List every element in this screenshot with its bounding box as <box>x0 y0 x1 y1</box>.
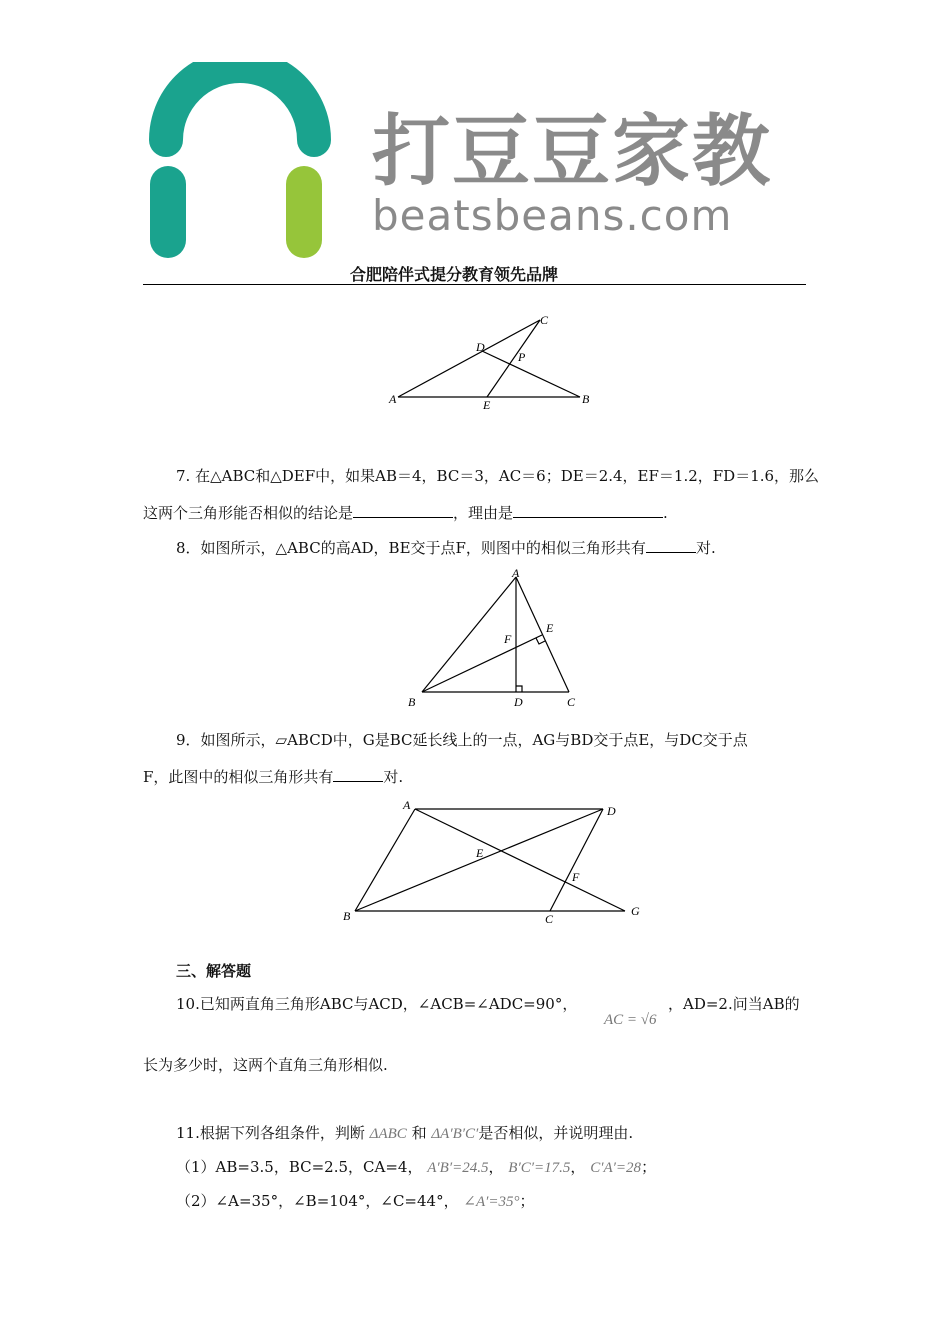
figure-q9 <box>335 795 655 930</box>
label-p: P <box>518 350 526 364</box>
label-e: E <box>476 846 484 860</box>
logo <box>140 62 340 262</box>
question-7-text-b: ，理由是 <box>453 504 514 522</box>
question-9-text-a: F，此图中的相似三角形共有 <box>143 768 334 786</box>
segment-ab <box>355 809 415 911</box>
question-11-text-a: 11.根据下列各组条件，判断 <box>176 1124 365 1142</box>
segment-ce <box>487 320 540 397</box>
question-7-line-1: 7. 在△ABC和△DEF中，如果AB＝4，BC＝3，AC＝6；DE＝2.4，EF＝1.2，FD＝1.6，那么 <box>176 467 820 485</box>
segment-db <box>482 351 580 397</box>
part-2-angle-a: ∠A′=35° <box>463 1194 520 1210</box>
section-title: 三、解答题 <box>176 962 252 980</box>
label-b: B <box>408 695 416 709</box>
header-rule <box>143 284 806 285</box>
diagonal-bd <box>355 809 603 911</box>
label-c: C <box>540 313 549 327</box>
label-e: E <box>546 621 554 635</box>
question-11-part-1: （1）AB=3.5，BC=2.5，CA=4， A′B′=24.5， B′C′=17.5， C′A′=28； <box>176 1158 657 1176</box>
question-8-line-1 <box>176 538 716 558</box>
label-b: B <box>343 909 351 923</box>
label-f: F <box>572 870 580 884</box>
label-a: A <box>389 392 397 406</box>
right-angle-mark-d <box>516 686 522 692</box>
label-d: D <box>476 340 485 354</box>
answer-blank[interactable] <box>646 538 696 553</box>
question-10-formula: AC = √6 <box>604 1012 657 1028</box>
label-d: D <box>607 804 616 818</box>
label-c: C <box>545 912 554 926</box>
logo-chinese-name: 打豆豆家教 <box>372 107 773 197</box>
segment-ag <box>415 809 625 911</box>
question-7-line-2 <box>143 503 668 523</box>
part-1-end: ； <box>641 1158 657 1176</box>
part-2-text: （2）∠A=35°，∠B=104°，∠C=44°， <box>176 1192 459 1210</box>
altitude-be <box>422 635 542 692</box>
question-11-text-b: 和 <box>411 1124 427 1142</box>
label-g: G <box>631 904 640 918</box>
label-f: F <box>504 632 512 646</box>
part-1-side-ca: C′A′=28 <box>590 1160 642 1176</box>
figure-q8 <box>400 565 590 715</box>
question-11-text-c: 是否相似，并说明理由. <box>478 1124 634 1142</box>
question-7-text-a: 这两个三角形能否相似的结论是 <box>143 504 354 522</box>
logo-mark-icon <box>140 62 340 262</box>
right-angle-mark-e <box>536 638 545 644</box>
header-slogan: 合肥陪伴式提分教育领先品牌 <box>350 265 559 284</box>
question-11-line-1 <box>176 1123 633 1144</box>
question-10-text-a: 10.已知两直角三角形ABC与ACD，∠ACB=∠ADC=90°， <box>176 995 578 1013</box>
triangle-abc: ΔABC <box>369 1126 407 1142</box>
question-8-text-b: 对. <box>695 539 716 557</box>
answer-blank[interactable] <box>513 503 663 518</box>
question-9-text-b: 对. <box>383 768 404 786</box>
part-1-side-ab: A′B′=24.5 <box>427 1160 489 1176</box>
question-8-text-a: 8．如图所示，△ABC的高AD，BE交于点F，则图中的相似三角形共有 <box>176 539 646 557</box>
label-d: D <box>514 695 523 709</box>
label-a: A <box>403 798 411 812</box>
question-9-line-2 <box>143 767 403 787</box>
question-11-part-2 <box>176 1191 535 1212</box>
label-e: E <box>483 398 491 412</box>
segment-ac <box>516 577 569 692</box>
label-c: C <box>567 695 576 709</box>
answer-blank[interactable] <box>353 503 453 518</box>
figure-q6 <box>380 308 600 413</box>
part-1-text: （1）AB=3.5，BC=2.5，CA=4， <box>176 1158 423 1176</box>
label-b: B <box>582 392 590 406</box>
label-a: A <box>512 566 520 580</box>
segment-ab <box>422 577 516 692</box>
logo-domain: beatsbeans.com <box>372 191 733 240</box>
segment-dc <box>550 809 603 911</box>
answer-blank[interactable] <box>333 767 383 782</box>
part-2-end: ； <box>519 1192 535 1210</box>
question-9-line-1: 9．如图所示，▱ABCD中，G是BC延长线上的一点，AG与BD交于点E，与DC交于点 <box>176 731 748 749</box>
question-7-text-c: . <box>663 504 668 522</box>
question-10-line-2: 长为多少时，这两个直角三角形相似. <box>143 1056 388 1074</box>
triangle-abc-prime: ΔA′B′C′ <box>431 1126 479 1142</box>
question-10-text-b: ，AD=2.问当AB的 <box>668 995 800 1013</box>
part-1-side-bc: B′C′=17.5 <box>508 1160 571 1176</box>
